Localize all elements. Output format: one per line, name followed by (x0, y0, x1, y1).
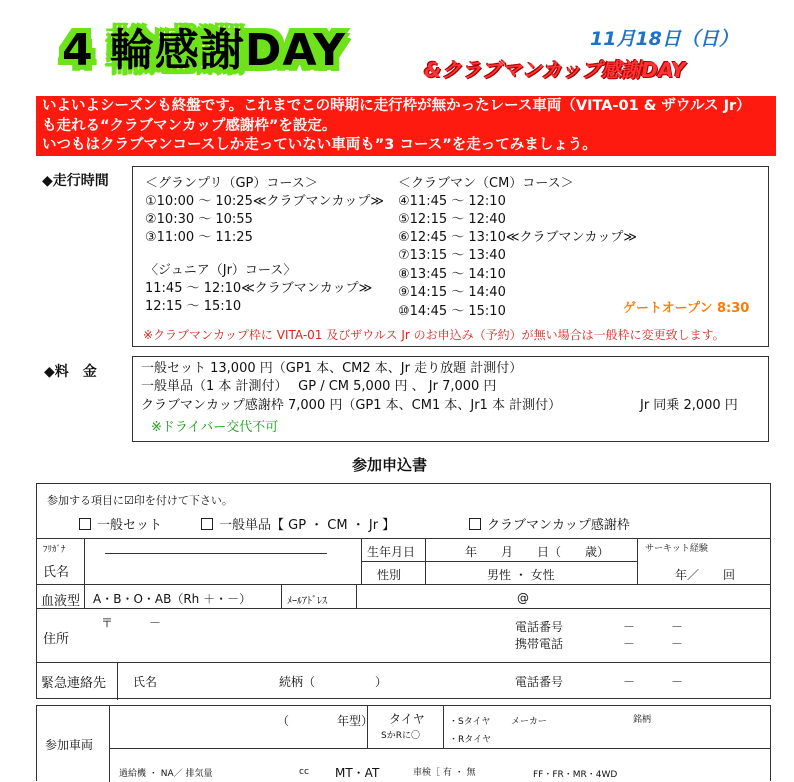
banner-line: も走れる“クラブマンカップ感謝枠”を設定。 (42, 117, 337, 134)
inspection-field[interactable]: 車検［ 有 ・ 無 (413, 768, 476, 778)
fee-line: クラブマンカップ感謝枠 7,000 円（GP1 本、CM1 本、Jr1 本 計測付） (141, 398, 562, 413)
option-set[interactable] (79, 514, 162, 533)
cm-slot: ⑩14:45 ～ 15:10 (398, 304, 506, 319)
emergency-relation-field[interactable]: 続柄（ ） (279, 675, 388, 689)
transmission-field[interactable]: MT・AT (335, 766, 380, 780)
year-model-field[interactable]: （ 年型） (277, 714, 374, 728)
fee-line-right: Jr 同乗 2,000 円 (640, 398, 738, 413)
fee-note: ※ドライバー交代不可 (151, 420, 279, 435)
name-field[interactable] (93, 540, 355, 582)
option-label: クラブマンカップ感謝枠 (487, 518, 630, 533)
emergency-phone-field[interactable]: － － (623, 675, 684, 689)
gate-open: ゲートオープン 8:30 (623, 301, 750, 316)
gender-label: 性別 (377, 568, 402, 582)
birth-label: 生年月日 (367, 545, 416, 559)
jr-slot: 11:45 ～ 12:10≪クラブマンカップ≫ (145, 281, 373, 296)
email-label: ﾒｰﾙｱﾄﾞﾚｽ (287, 596, 327, 607)
event-title: 4 輪感謝DAY (62, 25, 347, 76)
mobile-field[interactable]: － － (623, 637, 684, 651)
address-field[interactable]: 〒 － (101, 616, 162, 630)
mobile-label: 携帯電話 (515, 637, 564, 651)
cm-slot: ④11:45 ～ 12:10 (398, 194, 506, 209)
option-label: 一般セット (97, 518, 163, 533)
supply-label: 過給機 ・ NA／ 排気量 (119, 769, 213, 779)
name-label: 氏名 (43, 565, 70, 580)
email-field[interactable]: @ (517, 591, 529, 605)
drive-field[interactable]: FF・FR・MR・4WD (533, 770, 618, 780)
schedule-label: ◆走行時間 (42, 173, 109, 189)
r-tire-option[interactable]: ・Rタイヤ (449, 735, 492, 745)
event-date: 11月18日（日） (590, 28, 738, 50)
option-clubman[interactable] (469, 514, 630, 533)
cm-course-title: ＜クラブマン（CM）コース＞ (398, 176, 574, 191)
event-subtitle: &クラブマンカップ感謝DAY (424, 58, 686, 82)
vehicle-form (36, 705, 771, 781)
intro-banner (36, 96, 776, 156)
tire-label: タイヤ (389, 712, 425, 726)
cm-slot: ⑥12:45 ～ 13:10≪クラブマンカップ≫ (398, 230, 637, 245)
gp-slot: ②10:30 ～ 10:55 (145, 212, 253, 227)
emergency-name-label: 氏名 (133, 675, 158, 689)
phone-field[interactable]: － － (623, 620, 684, 634)
cm-slot: ⑤12:15 ～ 12:40 (398, 212, 506, 227)
checkbox[interactable] (79, 518, 91, 530)
cm-slot: ⑨14:15 ～ 14:40 (398, 285, 506, 300)
brand-label: 銘柄 (633, 715, 652, 725)
banner-line: いよいよシーズンも終盤です。これまでこの時期に走行枠が無かったレース車両（VITA-01 & ザウルス Jr） (42, 98, 751, 114)
option-single[interactable] (201, 514, 395, 533)
application-form (36, 483, 771, 699)
circuit-exp-label: サーキット経験 (645, 544, 708, 554)
gender-field[interactable]: 男性 ・ 女性 (487, 568, 555, 582)
maker-label: メーカー (511, 717, 547, 727)
gp-course-title: ＜グランプリ（GP）コース＞ (145, 176, 318, 191)
checkbox[interactable] (201, 518, 213, 530)
vehicle-label: 参加車両 (45, 738, 94, 752)
banner-line: いつもはクラブマンコースしか走っていない車両も”3 コース”を走ってみましょう。 (42, 137, 597, 153)
fee-line: 一般セット 13,000 円（GP1 本、CM2 本、Jr 走り放題 計測付） (141, 361, 523, 376)
gp-slot: ①10:00 ～ 10:25≪クラブマンカップ≫ (145, 194, 384, 209)
schedule-box (132, 166, 769, 347)
form-title: 参加申込書 (352, 456, 428, 474)
tire-sub-label: SかRに〇 (381, 731, 420, 741)
fees-box (132, 356, 769, 442)
schedule-note: ※クラブマンカップ枠に VITA-01 及びザウルス Jr のお申込み（予約）が無い場合は一般枠に変更致します。 (143, 328, 725, 342)
gp-slot: ③11:00 ～ 11:25 (145, 230, 253, 245)
option-label: 一般単品【 GP ・ CM ・ Jr 】 (219, 518, 396, 533)
fee-line: 一般単品（1 本 計測付） GP / CM 5,000 円 、 Jr 7,000 円 (141, 379, 497, 394)
phone-label: 電話番号 (515, 620, 564, 634)
blood-field[interactable]: A・B・O・AB（Rh ＋・－） (93, 592, 252, 606)
s-tire-option[interactable]: ・Sタイヤ (449, 717, 491, 727)
experience-field[interactable]: 年／ 回 (675, 568, 736, 582)
birth-field[interactable]: 年 月 日（ 歳） (465, 545, 610, 559)
emergency-label: 緊急連絡先 (41, 676, 107, 691)
fees-label: ◆料 金 (44, 364, 97, 380)
address-label: 住所 (43, 632, 70, 647)
blood-label: 血液型 (41, 594, 81, 609)
cc-label: cc (299, 767, 309, 777)
checkbox[interactable] (469, 518, 481, 530)
jr-course-title: 〈ジュニア（Jr）コース〉 (145, 263, 297, 278)
form-instruction: 参加する項目に☑印を付けて下さい。 (47, 494, 233, 507)
emergency-phone-label: 電話番号 (515, 675, 564, 689)
cm-slot: ⑧13:45 ～ 14:10 (398, 267, 506, 282)
cm-slot: ⑦13:15 ～ 13:40 (398, 248, 506, 263)
jr-slot: 12:15 ～ 15:10 (145, 299, 242, 314)
furigana-label: ﾌﾘｶﾞﾅ (43, 545, 66, 555)
